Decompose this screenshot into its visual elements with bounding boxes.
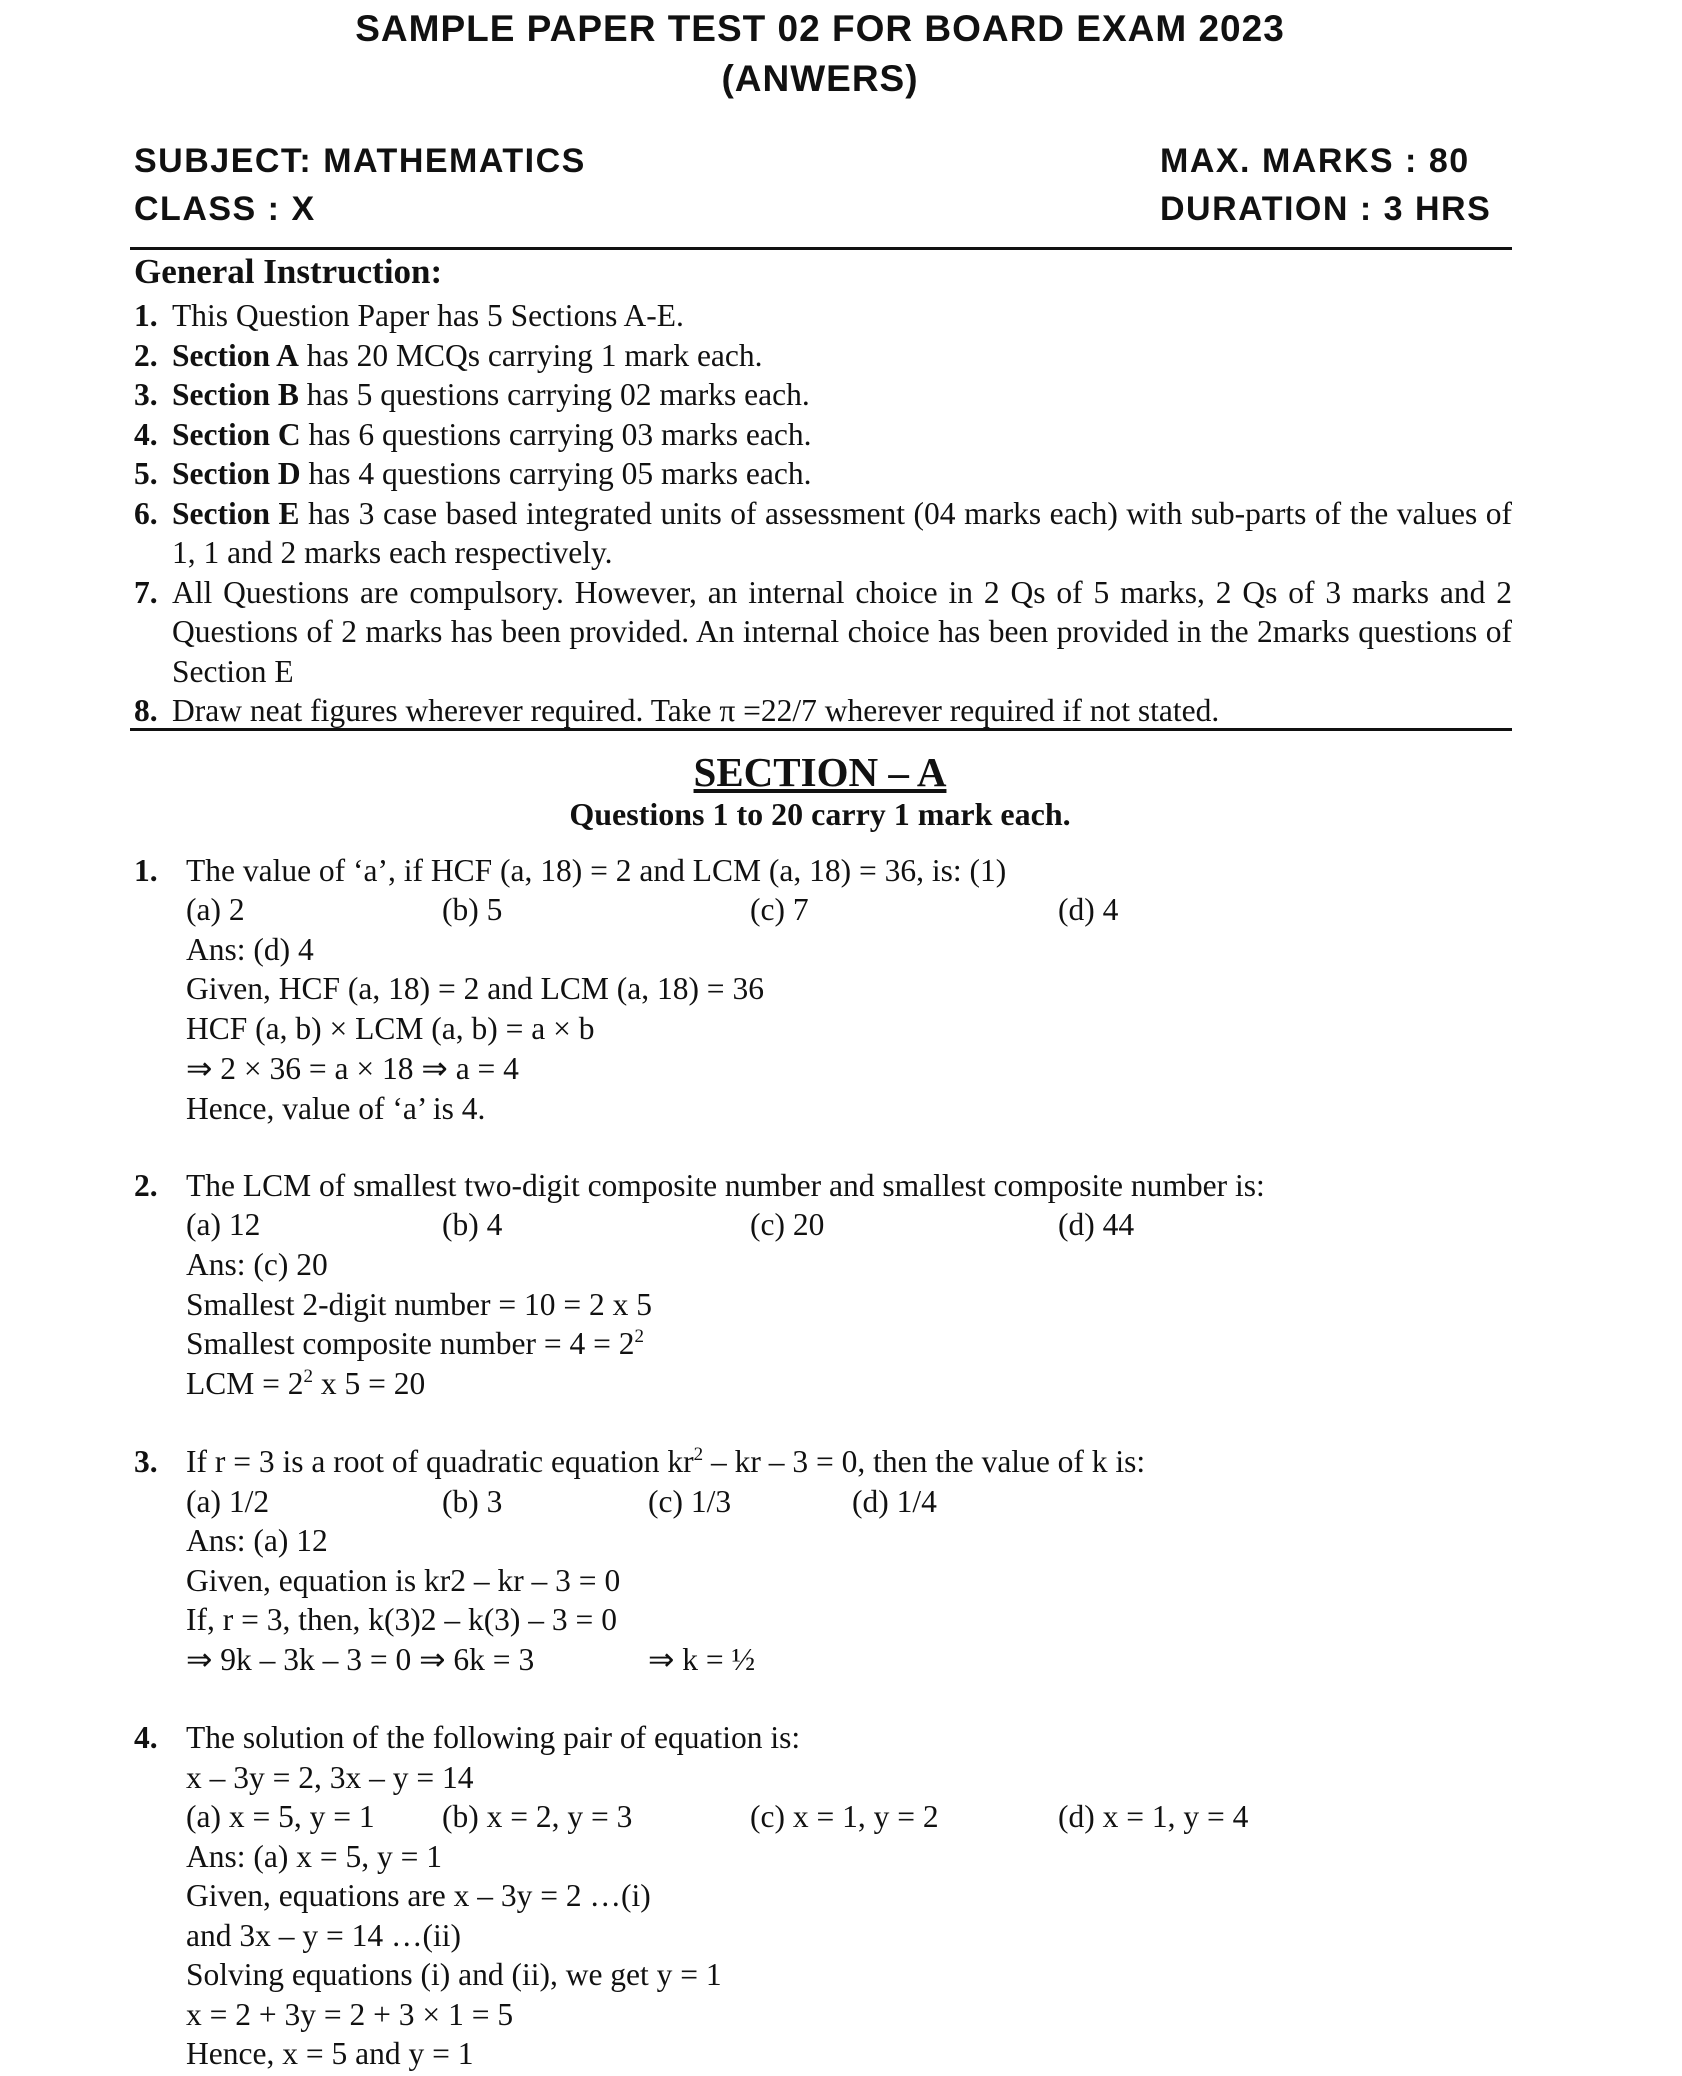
instruction-number: 8. bbox=[134, 693, 158, 728]
option-c: (c) 1/3 bbox=[648, 1484, 732, 1519]
instruction-number: 4. bbox=[134, 416, 158, 452]
instruction-number: 7. bbox=[134, 574, 158, 610]
option-c: (c) 7 bbox=[750, 892, 809, 927]
solution-line: Smallest 2-digit number = 10 = 2 x 5 bbox=[186, 1287, 652, 1322]
instruction-item bbox=[134, 296, 1512, 336]
section-title: SECTION – A bbox=[693, 749, 947, 795]
instruction-text: has 5 questions carrying 02 marks each. bbox=[298, 377, 810, 412]
option-a: (a) x = 5, y = 1 bbox=[186, 1799, 375, 1834]
solution-line bbox=[186, 1326, 644, 1362]
question-text: The value of ‘a’, if HCF (a, 18) = 2 and LCM (a, 18) = 36, is: (1) bbox=[186, 853, 1007, 888]
instruction-number: 6. bbox=[134, 495, 158, 531]
instruction-item bbox=[134, 454, 1512, 494]
solution-line: If, r = 3, then, k(3)2 – k(3) – 3 = 0 bbox=[186, 1602, 617, 1637]
solution-line: Hence, value of ‘a’ is 4. bbox=[186, 1091, 486, 1126]
option-d: (d) 1/4 bbox=[852, 1484, 937, 1519]
answer: Ans: (a) 12 bbox=[186, 1523, 328, 1558]
solution-text: x 5 = 20 bbox=[313, 1366, 426, 1401]
exponent: 2 bbox=[303, 1366, 314, 1387]
solution-line: HCF (a, b) × LCM (a, b) = a × b bbox=[186, 1011, 595, 1046]
instruction-section-name: Section E bbox=[172, 495, 300, 531]
instructions-heading: General Instruction: bbox=[134, 252, 443, 291]
instructions-divider bbox=[130, 728, 1512, 731]
instruction-item bbox=[134, 494, 1512, 573]
solution-line: x = 2 + 3y = 2 + 3 × 1 = 5 bbox=[186, 1997, 514, 2032]
instruction-section-name: Section B bbox=[172, 377, 299, 412]
question-number: 4. bbox=[134, 1720, 158, 1755]
solution-line: ⇒ 9k – 3k – 3 = 0 ⇒ 6k = 3 bbox=[186, 1642, 535, 1677]
option-b: (b) 3 bbox=[442, 1484, 503, 1519]
instruction-text: All Questions are compulsory. However, an internal choice in 2 Qs of 5 marks, 2 Qs of 3 marks and 2 Questions of 2 marks has been provided. An internal choice has been provided in the 2marks questions of Section E bbox=[172, 574, 1512, 689]
option-b: (b) x = 2, y = 3 bbox=[442, 1799, 633, 1834]
option-a: (a) 2 bbox=[186, 892, 245, 927]
instruction-item bbox=[134, 415, 1512, 455]
subject-label: SUBJECT: MATHEMATICS bbox=[134, 142, 586, 180]
instruction-text: This Question Paper has 5 Sections A-E. bbox=[172, 298, 684, 333]
instruction-number: 5. bbox=[134, 456, 158, 491]
question-text: The solution of the following pair of equation is: bbox=[186, 1720, 801, 1755]
question-number: 3. bbox=[134, 1444, 158, 1479]
option-b: (b) 5 bbox=[442, 892, 503, 927]
question-text bbox=[186, 1444, 1145, 1480]
solution-line: Hence, x = 5 and y = 1 bbox=[186, 2036, 474, 2071]
exponent: 2 bbox=[634, 1326, 644, 1347]
solution-line bbox=[186, 1366, 425, 1402]
max-marks-label: MAX. MARKS : 80 bbox=[1160, 142, 1470, 180]
instruction-number: 3. bbox=[134, 377, 158, 412]
solution-line: ⇒ 2 × 36 = a × 18 ⇒ a = 4 bbox=[186, 1051, 519, 1086]
instruction-text: has 3 case based integrated units of assessment (04 marks each) with sub-parts of the values of 1, 1 and 2 marks each respectively. bbox=[172, 495, 1512, 570]
answer: Ans: (d) 4 bbox=[186, 932, 314, 967]
option-a: (a) 1/2 bbox=[186, 1484, 270, 1519]
instruction-item bbox=[134, 691, 1512, 731]
option-c: (c) x = 1, y = 2 bbox=[750, 1799, 939, 1834]
solution-line: and 3x – y = 14 …(ii) bbox=[186, 1918, 461, 1953]
option-b: (b) 4 bbox=[442, 1207, 503, 1242]
solution-text: Smallest composite number = 4 = 2 bbox=[186, 1326, 635, 1361]
instruction-item bbox=[134, 375, 1512, 415]
instruction-number: 1. bbox=[134, 298, 158, 333]
solution-line: Given, equation is kr2 – kr – 3 = 0 bbox=[186, 1563, 621, 1598]
answer: Ans: (a) x = 5, y = 1 bbox=[186, 1839, 442, 1874]
instruction-section-name: Section D bbox=[172, 456, 301, 491]
solution-line: Given, HCF (a, 18) = 2 and LCM (a, 18) = 36 bbox=[186, 971, 764, 1006]
instruction-section-name: Section A bbox=[172, 337, 299, 373]
instruction-number: 2. bbox=[134, 337, 158, 373]
answer: Ans: (c) 20 bbox=[186, 1247, 328, 1282]
instruction-section-name: Section C bbox=[172, 416, 301, 452]
section-subtitle: Questions 1 to 20 carry 1 mark each. bbox=[569, 796, 1071, 832]
option-d: (d) 4 bbox=[1058, 892, 1119, 927]
question-number: 2. bbox=[134, 1168, 158, 1203]
duration-label: DURATION : 3 HRS bbox=[1160, 190, 1492, 228]
instruction-text: Draw neat figures wherever required. Take π =22/7 wherever required if not stated. bbox=[172, 693, 1220, 728]
solution-line: Solving equations (i) and (ii), we get y = 1 bbox=[186, 1957, 722, 1992]
paper-subtitle: (ANWERS) bbox=[721, 58, 919, 99]
class-label: CLASS : X bbox=[134, 190, 316, 228]
question-equations: x – 3y = 2, 3x – y = 14 bbox=[186, 1760, 474, 1795]
instruction-text: has 6 questions carrying 03 marks each. bbox=[300, 416, 812, 452]
exponent: 2 bbox=[693, 1444, 704, 1465]
solution-line: Given, equations are x – 3y = 2 …(i) bbox=[186, 1878, 651, 1913]
question-text-part: If r = 3 is a root of quadratic equation kr bbox=[186, 1444, 694, 1479]
question-number: 1. bbox=[134, 853, 158, 888]
instruction-text: has 20 MCQs carrying 1 mark each. bbox=[298, 337, 763, 373]
instruction-item bbox=[134, 573, 1512, 692]
solution-line: ⇒ k = ½ bbox=[648, 1642, 756, 1677]
question-text-part: – kr – 3 = 0, then the value of k is: bbox=[703, 1444, 1146, 1479]
solution-text: LCM = 2 bbox=[186, 1366, 304, 1401]
instruction-item bbox=[134, 336, 1512, 376]
paper-title: SAMPLE PAPER TEST 02 FOR BOARD EXAM 2023 bbox=[355, 8, 1285, 49]
option-a: (a) 12 bbox=[186, 1207, 261, 1242]
option-d: (d) x = 1, y = 4 bbox=[1058, 1799, 1249, 1834]
option-d: (d) 44 bbox=[1058, 1207, 1135, 1242]
header-divider bbox=[130, 247, 1512, 250]
question-text: The LCM of smallest two-digit composite number and smallest composite number is: bbox=[186, 1168, 1265, 1203]
instruction-text: has 4 questions carrying 05 marks each. bbox=[300, 456, 812, 491]
option-c: (c) 20 bbox=[750, 1207, 825, 1242]
